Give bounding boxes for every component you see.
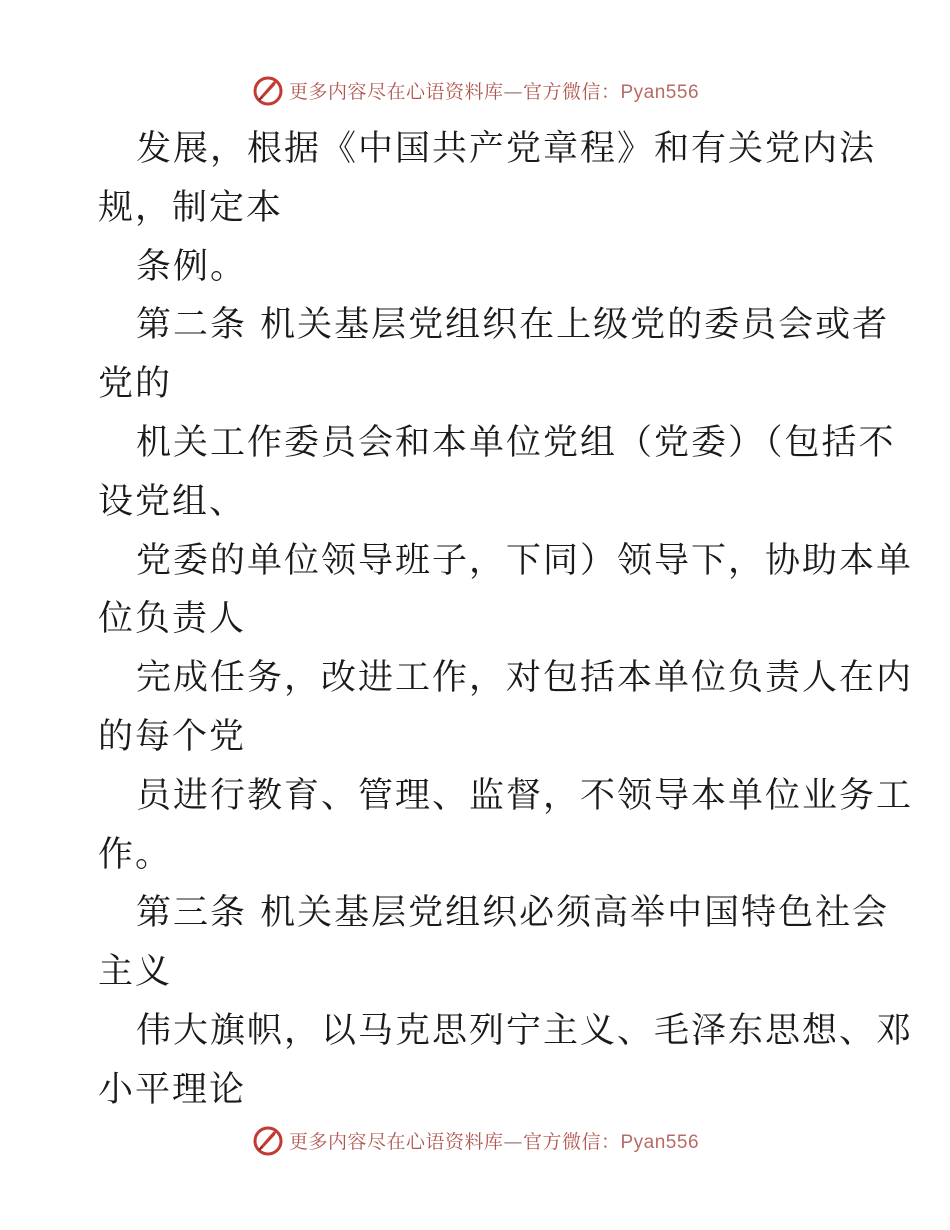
text-line: 机关工作委员会和本单位党组（党委）（包括不 — [136, 422, 896, 463]
text-line: 员进行教育、管理、监督，不领导本单位业务工 — [136, 775, 914, 816]
footer-banner — [0, 1120, 950, 1160]
footer-site-text: 更多内容尽在心语资料库 — [288, 1130, 504, 1153]
header-wechat-id: Pyan556 — [620, 81, 700, 103]
text-line: 党委的单位领导班子，下同）领导下，协助本单 — [136, 540, 914, 581]
text-line: 伟大旗帜，以马克思列宁主义、毛泽东思想、邓 — [136, 1010, 914, 1051]
text-line: 位负责人 — [98, 599, 247, 640]
text-line: 主义 — [98, 952, 173, 993]
text-line: 设党组、 — [98, 481, 247, 522]
quill-pen-logo-icon — [251, 1123, 285, 1157]
document-body — [98, 120, 914, 1120]
footer-separator: — — [503, 1130, 523, 1153]
header-wechat-label: 官方微信： — [522, 80, 621, 103]
text-line: 完成任务，改进工作，对包括本单位负责人在内 — [136, 658, 914, 699]
text-line: 第二条 机关基层党组织在上级党的委员会或者 — [136, 305, 890, 346]
header-banner-text — [289, 77, 699, 104]
header-separator: — — [503, 80, 523, 103]
text-line: 党的 — [98, 364, 173, 405]
text-line: 小平理论 — [98, 1069, 247, 1110]
text-line: 的每个党 — [98, 716, 247, 757]
text-line: 作。 — [98, 834, 173, 875]
footer-banner-text — [289, 1127, 699, 1154]
text-line: 发展，根据《中国共产党章程》和有关党内法 — [136, 129, 877, 169]
text-line: 规，制定本 — [98, 187, 284, 228]
text-line: 条例。 — [136, 246, 248, 287]
footer-wechat-label: 官方微信： — [522, 1130, 621, 1153]
footer-wechat-id: Pyan556 — [620, 1131, 700, 1153]
header-banner — [0, 70, 950, 110]
text-line: 第三条 机关基层党组织必须高举中国特色社会 — [136, 893, 890, 934]
header-site-text: 更多内容尽在心语资料库 — [288, 80, 504, 103]
quill-pen-logo-icon — [251, 73, 285, 107]
